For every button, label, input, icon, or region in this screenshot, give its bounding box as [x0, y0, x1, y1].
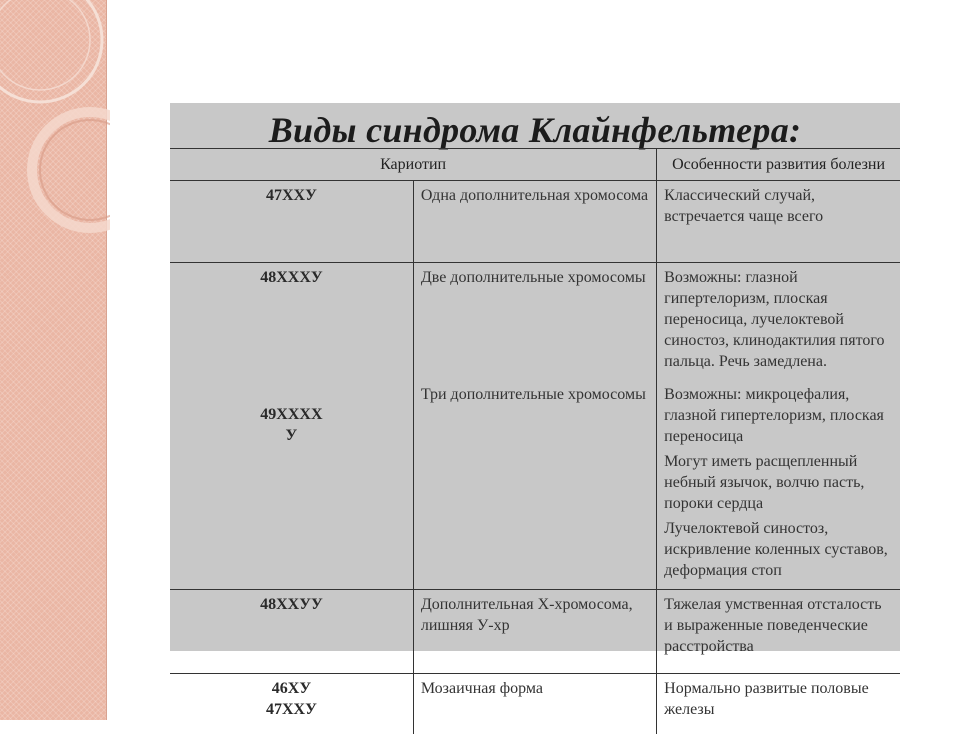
features-cell	[657, 263, 900, 381]
karyotype-cell	[170, 590, 413, 674]
feature-text: Лучелоктевой синостоз, искривление коленных суставов, деформация стоп	[664, 520, 888, 579]
karyotype-value: 48ХХУУ	[260, 596, 323, 613]
karyotype-value: У	[285, 427, 298, 444]
feature-text: Возможны: микроцефалия, глазной гипертелоризм, плоская переносица	[664, 386, 884, 445]
karyotype-value: 47ХХУ	[265, 701, 317, 718]
table-row	[170, 263, 900, 381]
slide-title: Виды синдрома Клайнфельтера:	[268, 110, 802, 150]
table-header-row	[170, 149, 900, 181]
karyotype-value: 46ХУ	[271, 680, 312, 697]
feature-text: Возможны: глазной гипертелоризм, плоская переносица, лучелоктевой синостоз, клинодактилия пятого пальца. Речь замедлена.	[664, 269, 885, 370]
feature-text: Классический случай, встречается чаще всего	[664, 187, 824, 225]
feature-text: Нормально развитые половые железы	[664, 680, 869, 718]
karyotype-cell	[170, 674, 413, 734]
karyotype-cell	[170, 263, 413, 381]
features-cell	[657, 181, 900, 263]
table-row	[170, 181, 900, 263]
header-features: Особенности развития болезни	[657, 149, 900, 181]
karyotype-value: 48ХХХУ	[260, 269, 323, 286]
karyotype-value: 47ХХУ	[265, 187, 317, 204]
features-cell	[657, 674, 900, 734]
feature-text: Тяжелая умственная отсталость и выраженные поведенческие расстройства	[664, 596, 882, 655]
description-cell: Одна дополнительная хромосома	[413, 181, 656, 263]
description-cell: Три дополнительные хромосомы	[413, 380, 656, 590]
karyotype-cell	[170, 181, 413, 263]
content-panel	[170, 103, 900, 718]
table-row	[170, 674, 900, 734]
header-karyotype: Кариотип	[170, 149, 657, 181]
features-cell	[657, 380, 900, 590]
feature-text: Могут иметь расщепленный небный язычок, волчю пасть, пороки сердца	[664, 453, 865, 512]
features-cell	[657, 590, 900, 674]
description-cell: Мозаичная форма	[413, 674, 656, 734]
description-cell: Дополнительная Х-хромосома, лишняя У-хр	[413, 590, 656, 674]
description-cell: Две дополнительные хромосомы	[413, 263, 656, 381]
karyotype-table	[170, 148, 900, 734]
decorative-rings	[0, 0, 110, 240]
table-row	[170, 590, 900, 674]
karyotype-cell	[170, 380, 413, 590]
table-row	[170, 380, 900, 590]
karyotype-value: 49ХХХХ	[260, 406, 323, 423]
